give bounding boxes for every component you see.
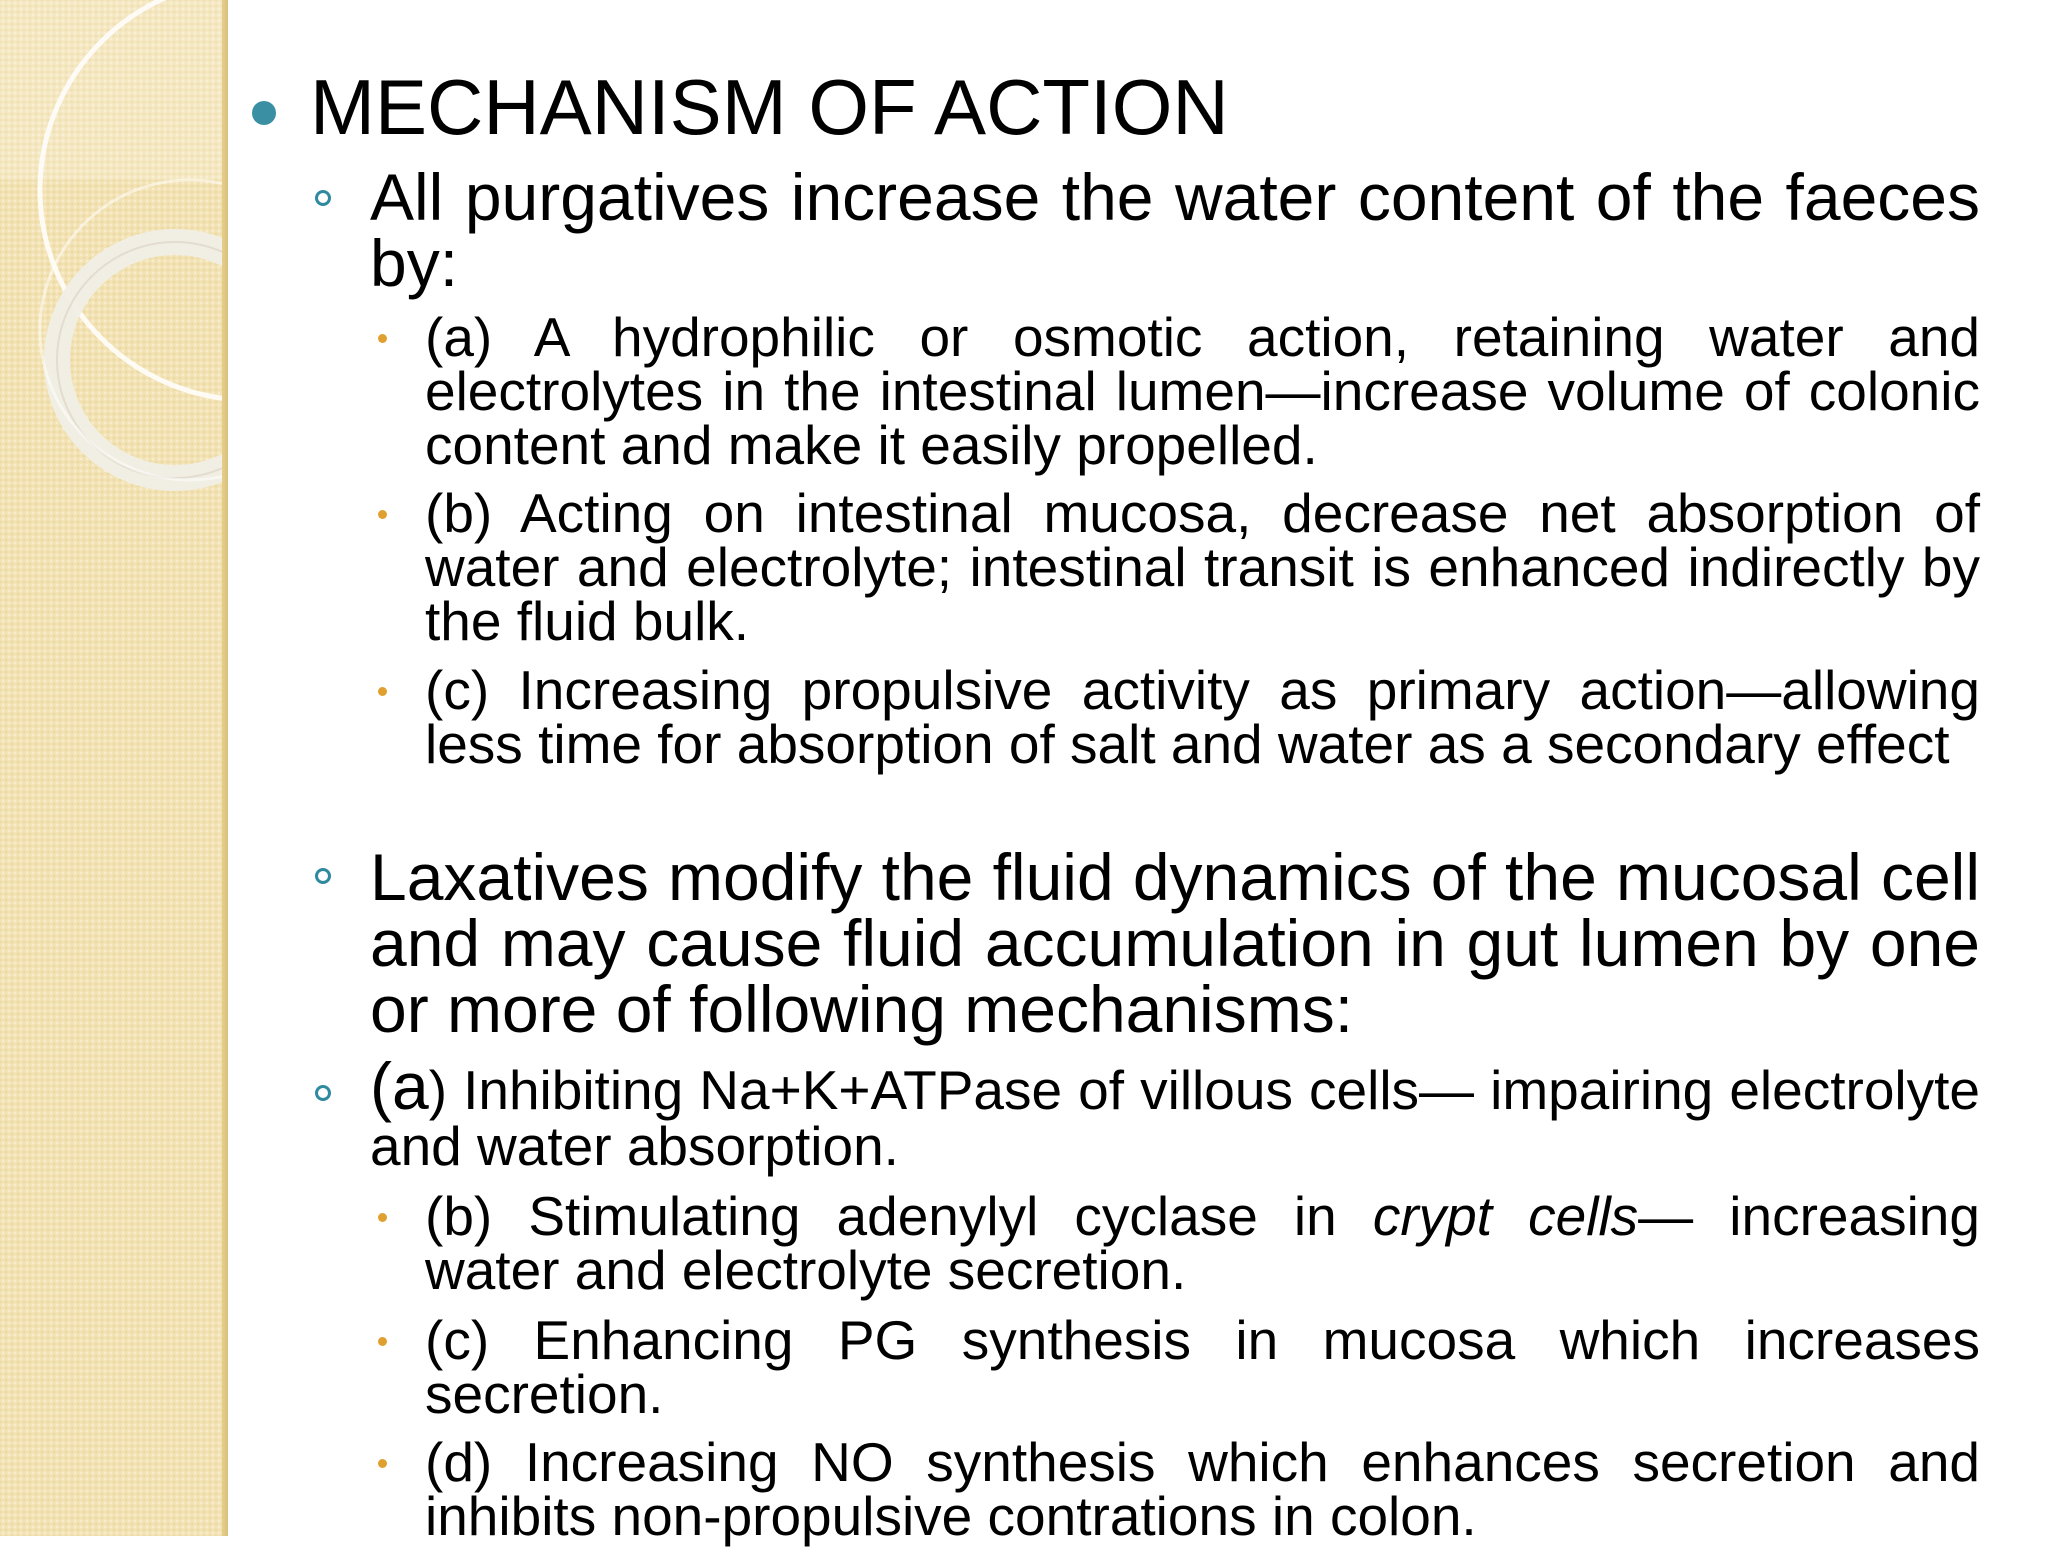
list-bullet-icon xyxy=(378,510,387,519)
list-bullet-icon xyxy=(378,334,387,343)
sub-bullet-ring-icon xyxy=(315,868,331,884)
first-list-item-b: (b) Acting on intestinal mucosa, decrease net absorption of water and electrolyte; intestinal transit is enhanced indirectly by the fluid bulk. xyxy=(425,482,1980,652)
sub-bullet-ring-icon xyxy=(315,190,331,206)
mechanism-a-letter: (a xyxy=(370,1049,429,1123)
slide-content xyxy=(240,0,2010,1547)
mechanism-c: (c) Enhancing PG synthesis in mucosa which increases secretion. xyxy=(425,1309,1980,1425)
list-bullet-icon xyxy=(378,1337,387,1346)
heading-bullet-icon xyxy=(252,101,276,125)
mechanism-b-italic: crypt cells xyxy=(1372,1185,1639,1247)
slide-heading: MECHANISM OF ACTION xyxy=(310,63,1229,151)
sub-bullet-ring-icon xyxy=(315,1085,331,1101)
first-list-item-c: (c) Increasing propulsive activity as primary action—allowing less time for absorption of salt and water as a secondary effect xyxy=(425,659,1980,775)
list-bullet-icon xyxy=(378,1213,387,1222)
mechanism-a-text: ) Inhibiting Na+K+ATPase of villous cells— impairing electrolyte and water absorption. xyxy=(370,1059,1980,1177)
decorative-rings xyxy=(0,0,228,700)
laxatives-text: Laxatives modify the fluid dynamics of the mucosal cell and may cause fluid accumulation in gut lumen by one or more of following mechanisms: xyxy=(370,840,1980,1046)
list-bullet-icon xyxy=(378,1459,387,1468)
mechanism-d: (d) Increasing NO synthesis which enhances secretion and inhibits non-propulsive contrations in colon. xyxy=(425,1431,1980,1547)
mechanism-a xyxy=(370,1049,1980,1177)
mechanism-b-text-before: (b) Stimulating adenylyl cyclase in xyxy=(425,1185,1373,1247)
heading-row xyxy=(240,62,2010,152)
mechanism-b-text-after: — increasing water and electrolyte secretion. xyxy=(425,1185,1980,1301)
first-list-item-a: (a) A hydrophilic or osmotic action, retaining water and electrolytes in the intestinal lumen—increase volume of colonic content and make it easily propelled. xyxy=(425,306,1980,476)
strip-edge xyxy=(222,0,228,1536)
decorative-side-strip xyxy=(0,0,228,1536)
intro-text: All purgatives increase the water content of the faeces by: xyxy=(370,160,1980,300)
mechanism-b xyxy=(425,1185,1980,1301)
list-bullet-icon xyxy=(378,687,387,696)
